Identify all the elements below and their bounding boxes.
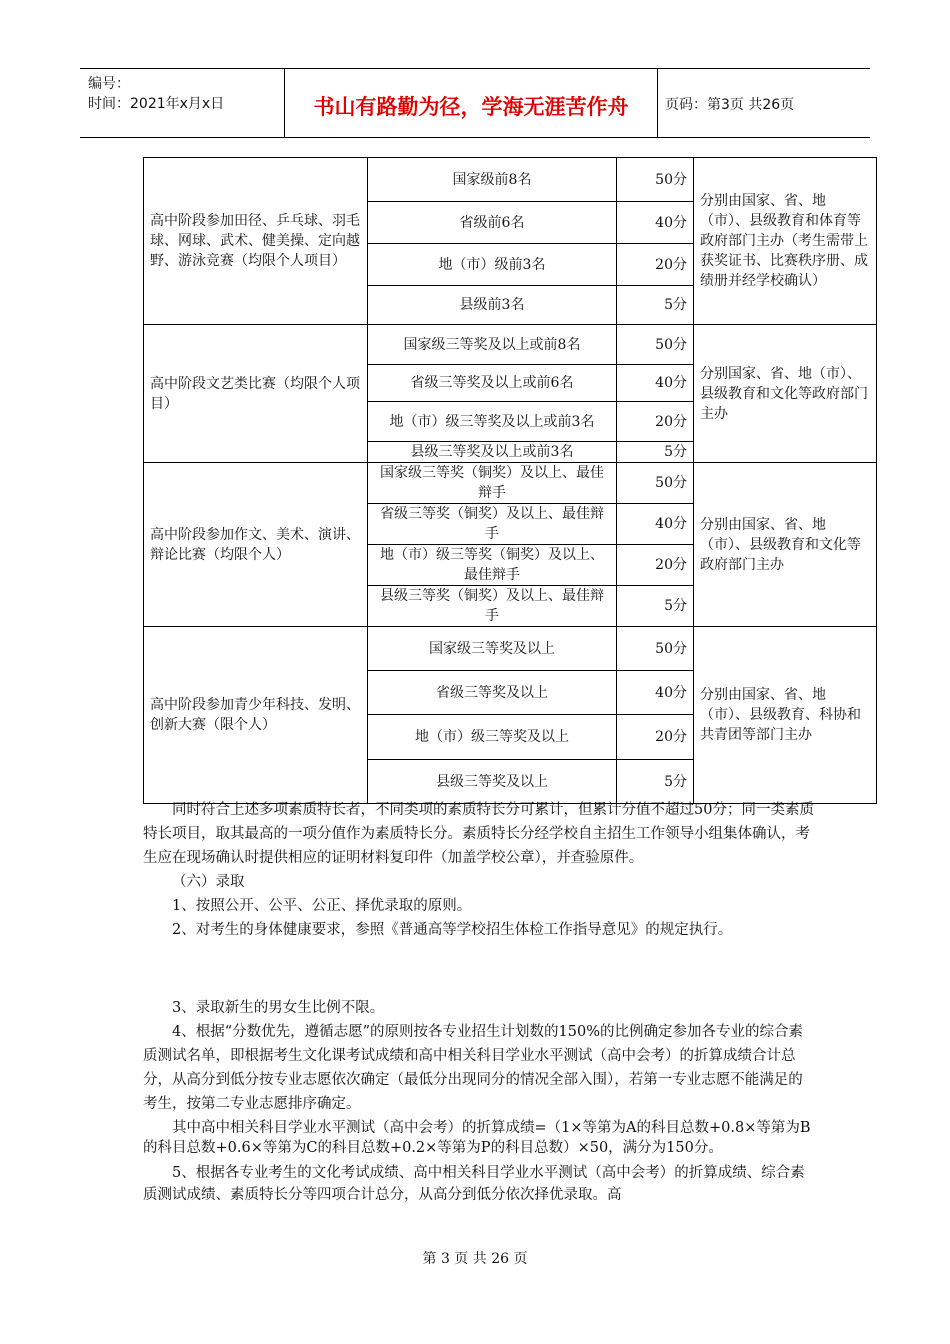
award-level: 县级三等奖（铜奖）及以上、最佳辩手 (368, 586, 617, 627)
award-level: 地（市）级三等奖及以上 (368, 715, 617, 760)
section-heading: （六）录取 (172, 874, 245, 890)
award-points: 5分 (617, 286, 694, 325)
award-points: 5分 (617, 760, 694, 804)
award-points: 50分 (617, 627, 694, 671)
award-category: 高中阶段参加青少年科技、发明、创新大赛（限个人） (144, 627, 368, 804)
header-meta (88, 74, 224, 114)
award-category: 高中阶段参加作文、美术、演讲、辩论比赛（均限个人） (144, 463, 368, 627)
award-level: 地（市）级前3名 (368, 244, 617, 286)
table-row (144, 325, 877, 365)
award-points: 20分 (617, 545, 694, 586)
award-level: 国家级三等奖及以上或前8名 (368, 325, 617, 365)
award-level: 省级前6名 (368, 202, 617, 244)
award-level: 省级三等奖（铜奖）及以上、最佳辩手 (368, 504, 617, 545)
list-item: 3、录取新生的男女生比例不限。 (172, 1000, 385, 1016)
list-item: 4、根据“分数优先，遵循志愿”的原则按各专业招生计划数的150%的比例确定参加各专业的综合素质测试名单，即根据考生文化课考试成绩和高中相关科目学业水平测试（高中会考）的折算成绩合计总分，从高分到低分按专业志愿依次确定（最低分出现同分的情况全部入围），若第一专业志愿不能满足的考生，按第二专业志愿排序确定。 (143, 1024, 804, 1112)
header-divider (657, 69, 658, 137)
award-level: 国家级前8名 (368, 158, 617, 202)
award-level: 省级三等奖及以上或前6名 (368, 365, 617, 402)
awards-table (143, 157, 877, 804)
award-points: 20分 (617, 715, 694, 760)
award-note: 分别由国家、省、地（市）、县级教育和文化等政府部门主办 (694, 463, 877, 627)
award-points: 50分 (617, 463, 694, 504)
list-item: 1、按照公开、公平、公正、择优录取的原则。 (172, 898, 472, 914)
award-points: 5分 (617, 586, 694, 627)
award-level: 地（市）级三等奖及以上或前3名 (368, 402, 617, 442)
award-points: 40分 (617, 504, 694, 545)
award-points: 40分 (617, 365, 694, 402)
list-item: 2、对考生的身体健康要求，参照《普通高等学校招生体检工作指导意见》的规定执行。 (172, 922, 733, 938)
doc-number-label: 编号： (88, 76, 130, 92)
award-level: 县级前3名 (368, 286, 617, 325)
page-footer: 第 3 页 共 26 页 (422, 1251, 528, 1267)
page-header (80, 68, 870, 138)
award-level: 县级三等奖及以上或前3名 (368, 442, 617, 463)
award-note: 分别由国家、省、地（市）、县级教育和体育等政府部门主办（考生需带上获奖证书、比赛秩序册、成绩册并经学校确认） (694, 158, 877, 325)
list-item: 5、根据各专业考生的文化考试成绩、高中相关科目学业水平测试（高中会考）的折算成绩、综合素质测试成绩、素质特长分等四项合计总分，从高分到低分依次择优录取。高 (143, 1165, 805, 1203)
formula-paragraph: 其中高中相关科目学业水平测试（高中会考）的折算成绩=（1×等第为A的科目总数+0.8×等第为B的科目总数+0.6×等第为C的科目总数+0.2×等第为P的科目总数）×50，满分为150分。 (143, 1120, 811, 1156)
award-points: 20分 (617, 244, 694, 286)
award-note: 分别由国家、省、地（市）、县级教育、科协和共青团等部门主办 (694, 627, 877, 804)
header-motto: 书山有路勤为径，学海无涯苦作舟 (313, 95, 629, 119)
award-note: 分别国家、省、地（市）、县级教育和文化等政府部门主办 (694, 325, 877, 463)
header-page-label: 页码：第3页 共26页 (665, 97, 795, 113)
table-row (144, 158, 877, 202)
paragraph: 同时符合上述多项素质特长者，不同类项的素质特长分可累计，但累计分值不超过50分；同一类素质特长项目，取其最高的一项分值作为素质特长分。素质特长分经学校自主招生工作领导小组集体确认，考生应在现场确认时提供相应的证明材料复印件（加盖学校公章），并查验原件。 (143, 802, 814, 866)
body-text (143, 798, 815, 942)
award-points: 20分 (617, 402, 694, 442)
award-points: 40分 (617, 671, 694, 715)
body-text-continued (143, 996, 815, 1206)
table-row (144, 627, 877, 671)
award-category: 高中阶段参加田径、乒乓球、羽毛球、网球、武术、健美操、定向越野、游泳竞赛（均限个人项目） (144, 158, 368, 325)
award-level: 地（市）级三等奖（铜奖）及以上、最佳辩手 (368, 545, 617, 586)
award-points: 50分 (617, 325, 694, 365)
award-category: 高中阶段文艺类比赛（均限个人项目） (144, 325, 368, 463)
doc-time-label: 时间：2021年x月x日 (88, 96, 225, 112)
award-level: 国家级三等奖及以上 (368, 627, 617, 671)
award-level: 省级三等奖及以上 (368, 671, 617, 715)
table-row (144, 463, 877, 504)
award-points: 50分 (617, 158, 694, 202)
award-level: 国家级三等奖（铜奖）及以上、最佳辩手 (368, 463, 617, 504)
award-points: 40分 (617, 202, 694, 244)
award-level: 县级三等奖及以上 (368, 760, 617, 804)
award-points: 5分 (617, 442, 694, 463)
